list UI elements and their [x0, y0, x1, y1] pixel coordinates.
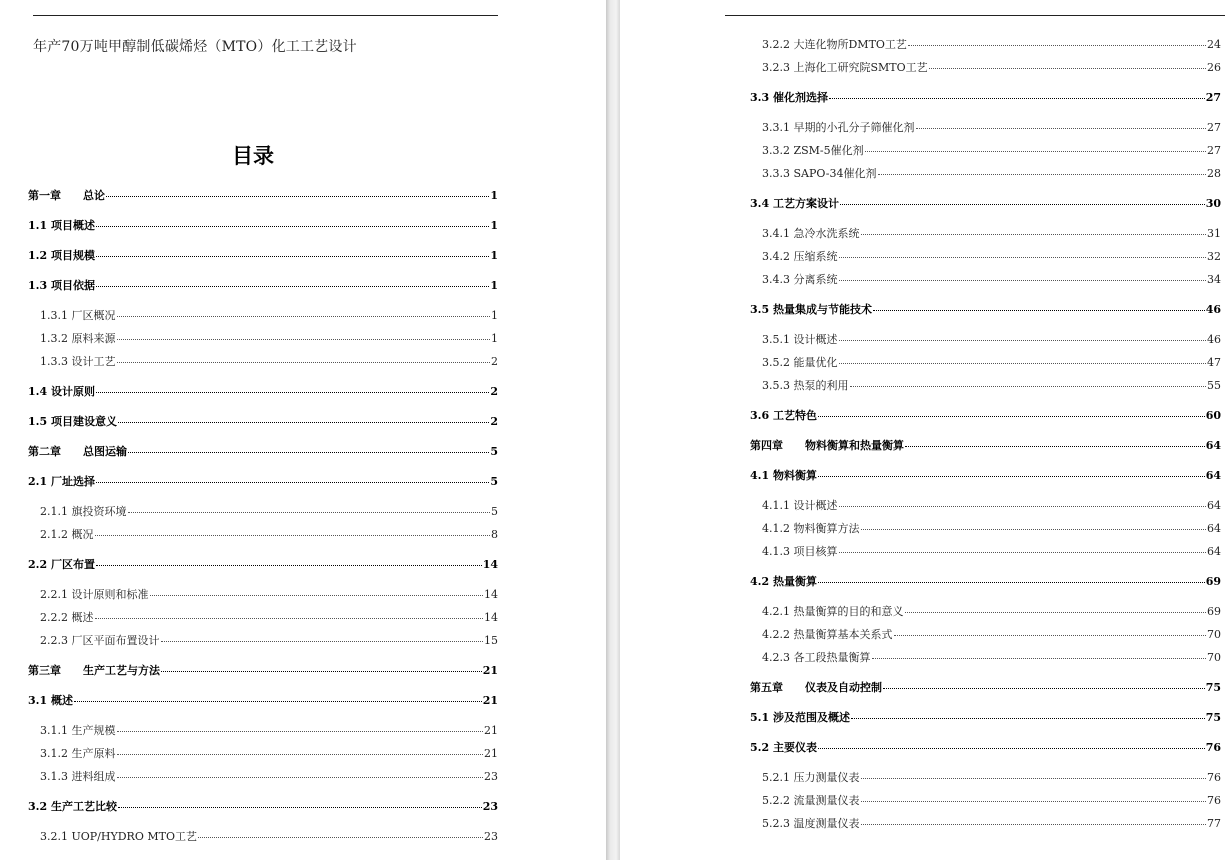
- toc-entry-title: 3.5.3 热泵的利用: [762, 379, 849, 392]
- toc-entry-page-number: 60: [1205, 409, 1221, 422]
- dot-leader: [839, 280, 1207, 281]
- toc-entry-page-number: 8: [491, 528, 498, 541]
- toc-entry-page-number: 23: [484, 770, 498, 783]
- toc-entry-page-number: 75: [1205, 681, 1221, 694]
- toc-entry[interactable]: [750, 354, 1221, 372]
- toc-entry-title: 5.2.3 温度测量仪表: [762, 817, 860, 830]
- toc-entry[interactable]: [750, 769, 1221, 787]
- toc-entry[interactable]: [750, 497, 1221, 515]
- toc-entry-title: 4.2.1 热量衡算的目的和意义: [762, 605, 904, 618]
- dot-leader: [865, 151, 1206, 152]
- toc-entry[interactable]: [28, 768, 498, 786]
- toc-entry-title: 4.2.2 热量衡算基本关系式: [762, 628, 893, 641]
- toc-entry-title: 5.2.1 压力测量仪表: [762, 771, 860, 784]
- page-gutter: [606, 0, 620, 860]
- dot-leader: [128, 512, 491, 513]
- toc-entry[interactable]: [28, 503, 498, 521]
- toc-entry-page-number: 24: [1207, 38, 1221, 51]
- dot-leader: [128, 452, 489, 453]
- toc-entry-title: 2.1.1 旗投资环境: [40, 505, 127, 518]
- toc-entry[interactable]: [28, 330, 498, 348]
- toc-entry-page-number: 15: [484, 634, 498, 647]
- toc-entry[interactable]: [28, 586, 498, 604]
- toc-entry[interactable]: [28, 722, 498, 740]
- toc-entry-title: 第三章 生产工艺与方法: [28, 664, 160, 677]
- toc-entry-page-number: 46: [1205, 303, 1221, 316]
- toc-entry-page-number: 70: [1207, 628, 1221, 641]
- toc-entry[interactable]: [750, 407, 1221, 425]
- toc-entry[interactable]: [750, 739, 1221, 757]
- toc-entry-title: 3.5.1 设计概述: [762, 333, 838, 346]
- dot-leader: [861, 234, 1207, 235]
- toc-entry-page-number: 30: [1205, 197, 1221, 210]
- toc-entry-page-number: 5: [491, 505, 498, 518]
- toc-entry[interactable]: [750, 709, 1221, 727]
- toc-entry-title: 3.5.2 能量优化: [762, 356, 838, 369]
- toc-entry-page-number: 14: [484, 611, 498, 624]
- toc-entry-title: 1.3 项目依据: [28, 279, 95, 292]
- dot-leader: [96, 226, 489, 227]
- dot-leader: [117, 339, 491, 340]
- dot-leader: [839, 257, 1207, 258]
- toc-entry[interactable]: [28, 692, 498, 710]
- toc-entry[interactable]: [750, 377, 1221, 395]
- header-rule: [725, 15, 1225, 16]
- toc-entry-page-number: 1: [490, 219, 498, 232]
- toc-entry-page-number: 55: [1207, 379, 1221, 392]
- toc-entry[interactable]: [750, 603, 1221, 621]
- dot-leader: [916, 128, 1207, 129]
- toc-entry-page-number: 46: [1207, 333, 1221, 346]
- toc-entry[interactable]: [750, 520, 1221, 538]
- toc-entry-title: 第五章 仪表及自动控制: [750, 681, 882, 694]
- toc-entry-page-number: 77: [1207, 817, 1221, 830]
- dot-leader: [118, 807, 482, 808]
- dot-leader: [851, 718, 1205, 719]
- toc-entry-title: 3.3.1 早期的小孔分子筛催化剂: [762, 121, 915, 134]
- toc-entry-title: 3.2.1 UOP/HYDRO MTO工艺: [40, 830, 197, 843]
- toc-entry-page-number: 47: [1207, 356, 1221, 369]
- toc-entry-title: 2.1.2 概况: [40, 528, 94, 541]
- toc-entry-page-number: 1: [491, 332, 498, 345]
- toc-entry-page-number: 26: [1207, 61, 1221, 74]
- toc-entry[interactable]: [750, 119, 1221, 137]
- toc-entry-page-number: 2: [490, 415, 498, 428]
- toc-entry-page-number: 28: [1207, 167, 1221, 180]
- toc-entry-title: 3.2 生产工艺比较: [28, 800, 117, 813]
- toc-entry-page-number: 76: [1205, 741, 1221, 754]
- toc-entry-title: 2.1 厂址选择: [28, 475, 95, 488]
- toc-entry-title: 3.3.2 ZSM-5催化剂: [762, 144, 864, 157]
- toc-entry-page-number: 76: [1207, 771, 1221, 784]
- toc-entry-page-number: 27: [1207, 144, 1221, 157]
- toc-entry[interactable]: [28, 662, 498, 680]
- toc-entry-title: 3.4.1 急冷水洗系统: [762, 227, 860, 240]
- toc-entry-page-number: 31: [1207, 227, 1221, 240]
- toc-entry-page-number: 64: [1205, 439, 1221, 452]
- dot-leader: [96, 256, 489, 257]
- toc-entry-title: 2.2.1 设计原则和标准: [40, 588, 149, 601]
- dot-leader: [894, 635, 1207, 636]
- toc-entry-title: 1.4 设计原则: [28, 385, 95, 398]
- toc-entry-page-number: 64: [1207, 522, 1221, 535]
- toc-entry-title: 4.1.3 项目核算: [762, 545, 838, 558]
- toc-entry[interactable]: [750, 437, 1221, 455]
- dot-leader: [818, 476, 1205, 477]
- dot-leader: [839, 552, 1207, 553]
- dot-leader: [106, 196, 489, 197]
- dot-leader: [861, 778, 1207, 779]
- toc-entry-title: 5.2.2 流量测量仪表: [762, 794, 860, 807]
- toc-entry[interactable]: [750, 679, 1221, 697]
- dot-leader: [839, 363, 1207, 364]
- toc-entry[interactable]: [750, 626, 1221, 644]
- toc-entry-title: 第四章 物料衡算和热量衡算: [750, 439, 904, 452]
- dot-leader: [883, 688, 1205, 689]
- toc-entry-title: 3.1 概述: [28, 694, 73, 707]
- dot-leader: [839, 506, 1207, 507]
- toc-entry[interactable]: [28, 383, 498, 401]
- toc-entry-page-number: 21: [484, 724, 498, 737]
- toc-entry-page-number: 5: [490, 445, 498, 458]
- dot-leader: [818, 582, 1205, 583]
- dot-leader: [861, 801, 1207, 802]
- toc-entry-page-number: 64: [1205, 469, 1221, 482]
- dot-leader: [873, 310, 1205, 311]
- dot-leader: [161, 671, 482, 672]
- toc-entry-title: 4.2.3 各工段热量衡算: [762, 651, 871, 664]
- toc-entry-title: 3.4.3 分离系统: [762, 273, 838, 286]
- dot-leader: [818, 416, 1205, 417]
- toc-entry-page-number: 23: [482, 800, 498, 813]
- toc-entry[interactable]: [28, 307, 498, 325]
- toc-entry[interactable]: [28, 609, 498, 627]
- toc-entry-page-number: 5: [490, 475, 498, 488]
- toc-entry[interactable]: [28, 632, 498, 650]
- toc-entry[interactable]: [750, 248, 1221, 266]
- dot-leader: [861, 824, 1207, 825]
- toc-entry[interactable]: [28, 277, 498, 295]
- dot-leader: [872, 658, 1207, 659]
- toc-entry[interactable]: [28, 556, 498, 574]
- toc-entry-title: 3.1.2 生产原料: [40, 747, 116, 760]
- toc-entry[interactable]: [28, 217, 498, 235]
- dot-leader: [829, 98, 1205, 99]
- toc-entry-page-number: 27: [1207, 121, 1221, 134]
- header-rule: [33, 15, 498, 16]
- toc-entry-title: 2.2.3 厂区平面布置设计: [40, 634, 160, 647]
- toc-entry-page-number: 2: [490, 385, 498, 398]
- toc-entry[interactable]: [750, 543, 1221, 561]
- dot-leader: [96, 392, 489, 393]
- toc-entry[interactable]: [750, 815, 1221, 833]
- toc-entry[interactable]: [28, 473, 498, 491]
- dot-leader: [198, 837, 483, 838]
- toc-entry-page-number: 1: [491, 309, 498, 322]
- dot-leader: [929, 68, 1206, 69]
- dot-leader: [96, 565, 482, 566]
- toc-entry-page-number: 34: [1207, 273, 1221, 286]
- toc-entry-title: 第一章 总论: [28, 189, 105, 202]
- toc-entry-page-number: 21: [482, 664, 498, 677]
- toc-entry-page-number: 69: [1205, 575, 1221, 588]
- toc-entry[interactable]: [750, 271, 1221, 289]
- toc-entry[interactable]: [750, 195, 1221, 213]
- toc-entry-title: 1.2 项目规模: [28, 249, 95, 262]
- toc-entry-page-number: 2: [491, 355, 498, 368]
- toc-entry-title: 2.2.2 概述: [40, 611, 94, 624]
- toc-entry-title: 1.1 项目概述: [28, 219, 95, 232]
- toc-entry-title: 3.4.2 压缩系统: [762, 250, 838, 263]
- toc-entry-title: 3.2.2 大连化物所DMTO工艺: [762, 38, 907, 51]
- toc-entry[interactable]: [28, 798, 498, 816]
- toc-entry-title: 2.2 厂区布置: [28, 558, 95, 571]
- dot-leader: [150, 595, 484, 596]
- toc-entry-page-number: 1: [490, 279, 498, 292]
- dot-leader: [905, 446, 1205, 447]
- dot-leader: [818, 748, 1205, 749]
- toc-entry-page-number: 1: [490, 189, 498, 202]
- toc-entry-title: 第二章 总图运输: [28, 445, 127, 458]
- toc-entry[interactable]: [28, 247, 498, 265]
- toc-entry-title: 1.5 项目建设意义: [28, 415, 117, 428]
- dot-leader: [74, 701, 482, 702]
- toc-entry[interactable]: [28, 187, 498, 205]
- dot-leader: [878, 174, 1206, 175]
- toc-entry-title: 3.1.3 进料组成: [40, 770, 116, 783]
- toc-entry-page-number: 64: [1207, 545, 1221, 558]
- toc-entry-title: 5.1 涉及范围及概述: [750, 711, 850, 724]
- dot-leader: [908, 45, 1206, 46]
- toc-entry[interactable]: [750, 573, 1221, 591]
- toc-entry[interactable]: [28, 443, 498, 461]
- toc-entry-title: 3.4 工艺方案设计: [750, 197, 839, 210]
- toc-entry-page-number: 32: [1207, 250, 1221, 263]
- toc-entry[interactable]: [750, 225, 1221, 243]
- toc-entry-page-number: 64: [1207, 499, 1221, 512]
- dot-leader: [95, 535, 491, 536]
- toc-entry-page-number: 14: [482, 558, 498, 571]
- toc-entry[interactable]: [28, 413, 498, 431]
- toc-entry[interactable]: [750, 301, 1221, 319]
- dot-leader: [117, 754, 484, 755]
- toc-entry-page-number: 70: [1207, 651, 1221, 664]
- toc-entry-title: 1.3.1 厂区概况: [40, 309, 116, 322]
- dot-leader: [96, 286, 489, 287]
- dot-leader: [840, 204, 1205, 205]
- toc-entry-title: 3.3 催化剂选择: [750, 91, 828, 104]
- dot-leader: [161, 641, 484, 642]
- toc-entry-title: 3.1.1 生产规模: [40, 724, 116, 737]
- toc-entry-title: 3.6 工艺特色: [750, 409, 817, 422]
- toc-entry-title: 4.1.2 物料衡算方法: [762, 522, 860, 535]
- toc-entry[interactable]: [750, 165, 1221, 183]
- dot-leader: [117, 316, 491, 317]
- toc-entry-title: 4.1.1 设计概述: [762, 499, 838, 512]
- toc-entry[interactable]: [750, 142, 1221, 160]
- dot-leader: [96, 482, 489, 483]
- dot-leader: [118, 422, 489, 423]
- toc-title: 目录: [232, 143, 274, 168]
- running-header: 年产70万吨甲醇制低碳烯烃（MTO）化工工艺设计: [33, 39, 357, 55]
- toc-entry-page-number: 1: [490, 249, 498, 262]
- dot-leader: [95, 618, 484, 619]
- toc-entry-page-number: 21: [484, 747, 498, 760]
- dot-leader: [861, 529, 1207, 530]
- toc-entry-title: 3.2.3 上海化工研究院SMTO工艺: [762, 61, 928, 74]
- toc-entry-page-number: 75: [1205, 711, 1221, 724]
- toc-entry[interactable]: [750, 36, 1221, 54]
- toc-entry-page-number: 14: [484, 588, 498, 601]
- toc-entry-title: 3.3.3 SAPO-34催化剂: [762, 167, 877, 180]
- toc-entry-title: 1.3.2 原料来源: [40, 332, 116, 345]
- toc-entry-page-number: 21: [482, 694, 498, 707]
- toc-entry[interactable]: [750, 331, 1221, 349]
- toc-entry-title: 3.5 热量集成与节能技术: [750, 303, 872, 316]
- toc-entry-title: 5.2 主要仪表: [750, 741, 817, 754]
- toc-entry[interactable]: [750, 89, 1221, 107]
- dot-leader: [117, 777, 484, 778]
- toc-entry[interactable]: [28, 526, 498, 544]
- toc-entry[interactable]: [750, 792, 1221, 810]
- toc-entry[interactable]: [28, 353, 498, 371]
- dot-leader: [117, 731, 484, 732]
- dot-leader: [839, 340, 1207, 341]
- toc-entry[interactable]: [28, 828, 498, 846]
- toc-entry-page-number: 76: [1207, 794, 1221, 807]
- toc-entry[interactable]: [28, 745, 498, 763]
- dot-leader: [850, 386, 1207, 387]
- toc-entry[interactable]: [750, 59, 1221, 77]
- toc-entry-title: 1.3.3 设计工艺: [40, 355, 116, 368]
- toc-entry-page-number: 23: [484, 830, 498, 843]
- toc-entry-title: 4.1 物料衡算: [750, 469, 817, 482]
- toc-entry[interactable]: [750, 649, 1221, 667]
- toc-entry-title: 4.2 热量衡算: [750, 575, 817, 588]
- dot-leader: [117, 362, 491, 363]
- dot-leader: [905, 612, 1207, 613]
- toc-entry-page-number: 69: [1207, 605, 1221, 618]
- toc-entry[interactable]: [750, 467, 1221, 485]
- toc-entry-page-number: 27: [1205, 91, 1221, 104]
